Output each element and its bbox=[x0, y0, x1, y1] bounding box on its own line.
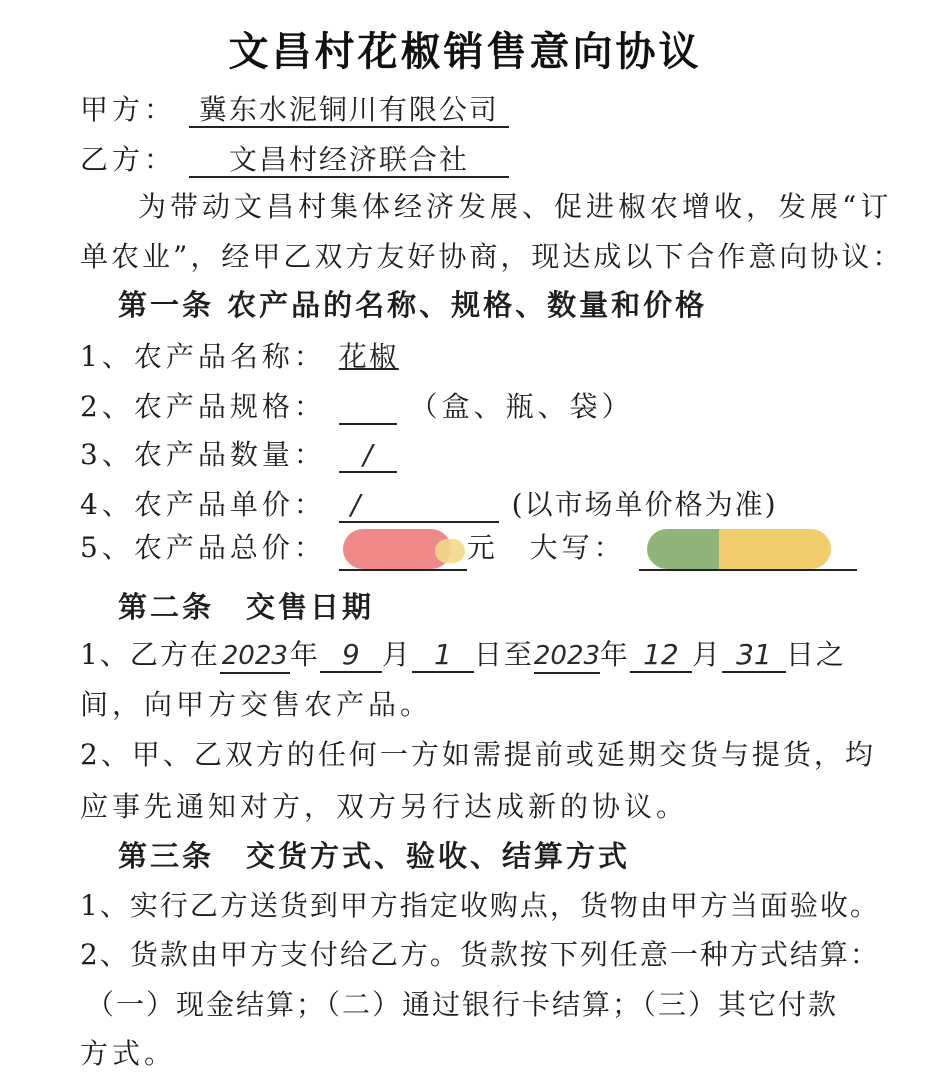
article-3-item-3: （一）现金结算；（二）通过银行卡结算；（三）其它付款 bbox=[86, 988, 839, 1021]
redaction-mark-green bbox=[647, 529, 727, 569]
start-day: 1 bbox=[412, 639, 474, 673]
intro-line-2: 单农业”，经甲乙双方友好协商，现达成以下合作意向协议： bbox=[80, 240, 904, 273]
article-2-item-1-cont: 间，向甲方交售农产品。 bbox=[80, 688, 433, 721]
party-b-label: 乙方： bbox=[80, 143, 177, 176]
item-1-prefix: 1、乙方在 bbox=[80, 638, 220, 671]
item-5-label: 5、农产品总价： bbox=[80, 531, 326, 564]
article-3-heading: 第三条 交货方式、验收、结算方式 bbox=[118, 839, 631, 873]
product-spec-blank bbox=[339, 395, 397, 425]
party-a-line bbox=[80, 88, 509, 128]
item-4-suffix: (以市场单价格为准) bbox=[511, 488, 778, 521]
article-1-item-4 bbox=[80, 483, 778, 523]
item-3-label: 3、农产品数量： bbox=[80, 438, 326, 471]
intro-line-1: 为带动文昌村集体经济发展、促进椒农增收，发展“订 bbox=[138, 190, 893, 223]
article-2-item-1 bbox=[80, 633, 846, 674]
item-5-upper-label: 大写： bbox=[529, 531, 626, 564]
year-char-1: 年 bbox=[289, 638, 320, 671]
party-a-label: 甲方： bbox=[80, 93, 177, 126]
start-month: 9 bbox=[320, 639, 382, 673]
year-char-2: 年 bbox=[599, 638, 630, 671]
day-char-to: 日至 bbox=[473, 638, 534, 671]
item-1-label: 1、农产品名称： bbox=[80, 340, 326, 373]
article-1-item-3 bbox=[80, 433, 397, 473]
article-3-item-2: 2、货款由甲方支付给乙方。货款按下列任意一种方式结算： bbox=[80, 938, 880, 971]
article-1-item-5 bbox=[80, 526, 857, 571]
total-price-upper-redacted bbox=[639, 529, 857, 571]
article-1-item-1 bbox=[80, 335, 399, 375]
end-month: 12 bbox=[630, 639, 692, 673]
article-3-item-4: 方式。 bbox=[80, 1037, 177, 1070]
day-char-between: 日之 bbox=[785, 638, 846, 671]
party-a-value: 冀东水泥铜川有限公司 bbox=[189, 94, 509, 128]
item-2-suffix: （盒、瓶、袋） bbox=[409, 390, 634, 423]
unit-price-value: / bbox=[339, 489, 499, 523]
article-2-item-2-line-1: 2、甲、乙双方的任何一方如需提前或延期交货与提货，均 bbox=[80, 738, 876, 771]
party-b-line bbox=[80, 138, 509, 178]
end-day: 31 bbox=[722, 639, 786, 673]
item-4-label: 4、农产品单价： bbox=[80, 488, 326, 521]
redaction-mark-yellow-small bbox=[435, 539, 465, 563]
article-1-heading: 第一条 农产品的名称、规格、数量和价格 bbox=[118, 288, 708, 322]
item-5-unit: 元 bbox=[466, 531, 499, 564]
start-year: 2023 bbox=[220, 642, 290, 674]
redaction-mark-yellow bbox=[719, 529, 831, 569]
total-price-redacted bbox=[339, 529, 467, 571]
article-2-heading: 第二条 交售日期 bbox=[118, 590, 375, 624]
end-year: 2023 bbox=[534, 642, 600, 674]
product-quantity-value: / bbox=[339, 439, 397, 473]
month-char-2: 月 bbox=[691, 638, 722, 671]
product-name-value: 花椒 bbox=[338, 340, 399, 373]
article-1-item-2 bbox=[80, 385, 634, 425]
item-2-label: 2、农产品规格： bbox=[80, 390, 326, 423]
article-2-item-2-line-2: 应事先通知对方，双方另行达成新的协议。 bbox=[80, 790, 689, 823]
month-char-1: 月 bbox=[381, 638, 412, 671]
article-3-item-1: 1、实行乙方送货到甲方指定收购点，货物由甲方当面验收。 bbox=[80, 889, 880, 922]
document-title: 文昌村花椒销售意向协议 bbox=[228, 29, 702, 75]
party-b-value: 文昌村经济联合社 bbox=[189, 144, 509, 178]
